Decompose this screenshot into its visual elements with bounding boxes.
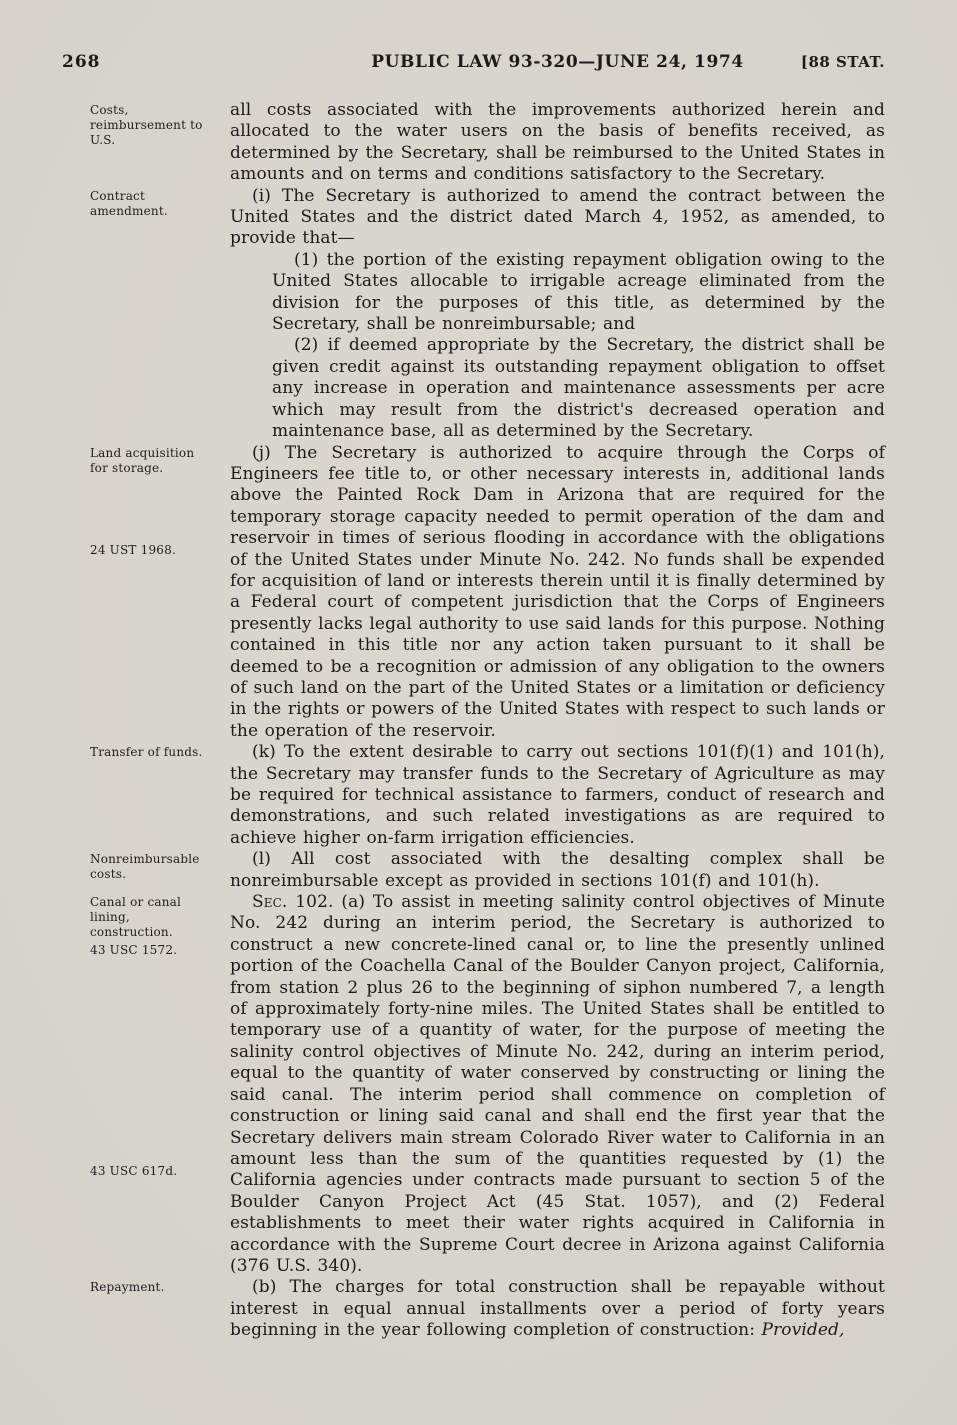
- margin-column: [62, 335, 230, 442]
- page-number: 268: [62, 52, 101, 72]
- text-column: [230, 186, 885, 250]
- text-column: [230, 250, 885, 336]
- paragraph-subclause-1: (1) the portion of the existing repayment obligation owing to the United States allocable to irrigable acreage eliminated from the division for the purposes of this title, as determined by the Secretary, shall be nonreimbursable; and: [272, 249, 885, 335]
- margin-column: [62, 100, 230, 186]
- text-column: [230, 1277, 885, 1341]
- paragraph-section-102a: [230, 892, 885, 1277]
- paragraph-costs-reimbursement: all costs associated with the improvements authorized herein and allocated to the water users on the basis of benefits received, as determined by the Secretary, shall be reimbursed to the United States in amounts and on terms and conditions satisfactory to the Secretary.: [230, 100, 885, 185]
- header-middle: [230, 52, 885, 72]
- paragraph-subsection-j: (j) The Secretary is authorized to acquire through the Corps of Engineers fee title to, or other necessary interests in, additional lands above the Painted Rock Dam in Arizona that are required for the temporary storage capacity needed to permit operation of the dam and reservoir in times of serious flooding in accordance with the obligations of the United States under Minute No. 242. No funds shall be expended for acquisition of land or interests therein until it is finally determined by a Federal court of competent jurisdiction that the Corps of Engineers presently lacks legal authority to use said lands for this purpose. Nothing contained in this title nor any action taken pursuant to it shall be deemed to be a recognition or admission of any obligation to the owners of such land on the part of the United States or a limitation or deficiency in the rights or powers of the United States with respect to such lands or the operation of the reservoir.: [230, 442, 885, 741]
- section-canal-construction: [62, 892, 885, 1277]
- paragraph-subclause-2: (2) if deemed appropriate by the Secretary, the district shall be given credit against its outstanding repayment obligation to offset any increase in operation and maintenance assessments per acre which may result from the district's decreased operation and maintenance base, all as determined by the Secretary.: [272, 335, 885, 442]
- margin-column: [62, 892, 230, 1277]
- section-number-smallcaps: Sec. 102.: [252, 892, 334, 913]
- section-land-acquisition: [62, 443, 885, 743]
- section-subclause-1: [62, 250, 885, 336]
- margin-note-transfer-of-funds: Transfer of funds.: [90, 745, 203, 760]
- margin-column: [62, 186, 230, 250]
- section-contract-amendment: [62, 186, 885, 250]
- proviso-italic: Provided,: [761, 1320, 845, 1341]
- margin-note-costs-reimbursement: Costs, reimbursement to U.S.: [90, 103, 203, 147]
- paragraph-section-102b-text: (b) The charges for total construction shall be repayable without interest in equal annual installments over a period of forty years beginning in the year following completion of construction:: [230, 1277, 885, 1341]
- margin-note-contract-amendment: Contract amendment.: [90, 188, 168, 218]
- paragraph-subsection-l: (l) All cost associated with the desalting complex shall be nonreimbursable except as provided in sections 101(f) and 101(h).: [230, 849, 885, 891]
- margin-column: [62, 443, 230, 743]
- margin-note-land-acquisition: Land acquisition for storage.: [90, 445, 195, 475]
- section-costs-reimbursement: [62, 100, 885, 186]
- text-column: [230, 443, 885, 743]
- text-column: [230, 100, 885, 186]
- margin-column: [62, 1277, 230, 1341]
- paragraph-subsection-i: (i) The Secretary is authorized to amend the contract between the United States and the district dated March 4, 1952, as amended, to provide that—: [230, 185, 885, 249]
- statute-volume-ref: [88 STAT.: [800, 53, 885, 71]
- margin-column: [62, 742, 230, 849]
- section-repayment: [62, 1277, 885, 1341]
- margin-note-43-usc-617d: 43 USC 617d.: [90, 1164, 178, 1179]
- paragraph-section-102a-text: (a) To assist in meeting salinity control objectives of Minute No. 242 during an interim period, the Secretary is authorized to construct a new concrete-lined canal or, to line the presently unlined portion of the Coachella Canal of the Boulder Canyon project, California, from station 2 plus 26 to the beginning of siphon numbered 7, a length of approximately forty-nine miles. The United States shall be entitled to temporary use of a quantity of water, for the purpose of meeting the salinity control objectives of Minute No. 242, during an interim period, equal to the quantity of water conserved by constructing or lining the said canal. The interim period shall commence on completion of construction or lining said canal and shall end the first year that the Secretary delivers main stream Colorado River water to California in an amount less than the sum of the quantities requested by (1) the California agencies under contracts made pursuant to section 5 of the Boulder Canyon Project Act (45 Stat. 1057), and (2) Federal establishments to meet their water rights acquired in California in accordance with the Supreme Court decree in Arizona against California (376 U.S. 340).: [230, 892, 885, 1276]
- paragraph-section-102b: [230, 1277, 885, 1341]
- margin-note-24-ust-1968: 24 UST 1968.: [90, 542, 176, 557]
- text-column: [230, 335, 885, 442]
- section-subclause-2: [62, 335, 885, 442]
- margin-note-canal-lining: Canal or canal lining, construction.: [90, 895, 182, 940]
- margin-column: [62, 849, 230, 892]
- margin-column: [62, 250, 230, 336]
- text-column: [230, 892, 885, 1277]
- text-column: [230, 849, 885, 892]
- page-body: [62, 100, 885, 1342]
- section-transfer-of-funds: [62, 742, 885, 849]
- paragraph-subsection-k: (k) To the extent desirable to carry out sections 101(f)(1) and 101(h), the Secretary may transfer funds to the Secretary of Agriculture as may be required for technical assistance to farmers, conduct of research and demonstrations, and such related investigations as are required to achieve higher on-farm irrigation efficiencies.: [230, 742, 885, 848]
- margin-note-nonreimbursable-costs: Nonreimbursable costs.: [90, 852, 200, 882]
- text-column: [230, 742, 885, 849]
- section-nonreimbursable-costs: [62, 849, 885, 892]
- margin-note-repayment: Repayment.: [90, 1280, 165, 1295]
- law-title: PUBLIC LAW 93-320—JUNE 24, 1974: [371, 52, 744, 72]
- page-header: [62, 52, 885, 72]
- margin-note-43-usc-1572: 43 USC 1572.: [90, 943, 178, 958]
